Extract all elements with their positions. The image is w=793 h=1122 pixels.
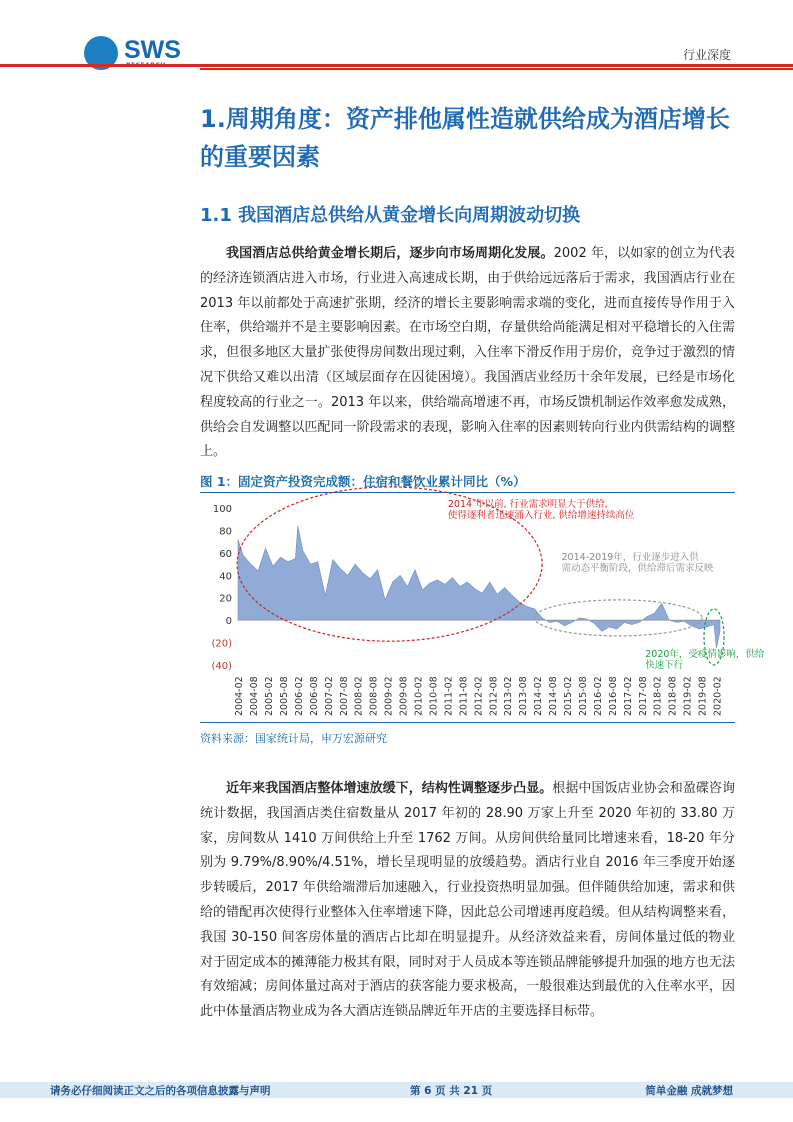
figure-top-rule	[200, 492, 735, 493]
y-tick-label: (40)	[211, 661, 232, 672]
x-tick-label: 2013-08	[518, 676, 530, 716]
logo-text: SWS	[124, 36, 181, 64]
annotation-line: 2020年，受疫情影响，供给	[645, 649, 765, 660]
annotation-growth	[448, 498, 635, 521]
x-tick-label: 2014-02	[533, 676, 545, 716]
x-tick-label: 2006-02	[293, 676, 305, 716]
annotation-line: 2014-2019年，行业逐步进入供	[561, 552, 699, 563]
header-divider-secondary	[200, 68, 793, 70]
header-divider	[0, 64, 793, 67]
footer-disclaimer: 请务必仔细阅读正文之后的各项信息披露与声明	[50, 1085, 271, 1097]
y-axis	[211, 504, 232, 672]
x-tick-label: 2005-08	[278, 676, 290, 716]
paragraph-2-lead: 近年来我国酒店整体增速放缓下，结构性调整逐步凸显。	[226, 781, 553, 796]
x-tick-label: 2008-08	[368, 676, 380, 716]
figure-title: 图 1：固定资产投资完成额：住宿和餐饮业累计同比（%）	[200, 474, 526, 489]
x-tick-label: 2013-02	[503, 676, 515, 716]
paragraph-2	[200, 777, 735, 1025]
annotation-balance	[562, 551, 715, 574]
x-tick-label: 2018-02	[652, 676, 664, 716]
x-tick-label: 2012-02	[473, 676, 485, 716]
y-tick-label: 80	[219, 526, 232, 538]
annotation-ellipse-balance	[535, 600, 702, 636]
x-tick-label: 2007-08	[338, 676, 350, 716]
y-tick-label: (20)	[211, 638, 232, 650]
y-tick-label: 20	[219, 593, 232, 605]
annotation-line: 需动态平衡阶段，供给滞后需求反映	[561, 563, 714, 574]
annotation-line: 2014 年以前, 行业需求明显大于供给,	[447, 499, 608, 510]
x-tick-label: 2005-02	[264, 676, 276, 716]
x-tick-label: 2016-08	[607, 676, 619, 716]
figure-source: 资料来源：国家统计局，申万宏源研究	[200, 732, 387, 745]
x-tick-label: 2019-02	[682, 676, 694, 716]
x-tick-label: 2020-02	[712, 676, 724, 716]
paragraph-1-body: 2002 年，以如家的创立为代表的经济连锁酒店进入市场，行业进入高速成长期，由于供给远远落后于需求，我国酒店行业在 2013 年以前都处于高速扩张期，经济的增长主要影响需求端的变化，进而直接传导作用于入住率，供给端并不是主要影响因素。在市场空白期，存量供给尚能满足相对平稳增长的入住需求，但很多地区大量扩张使得房间数出现过剩，入住率下滑反作用于房价，竞争过于激烈的情况下供给又难以出清（区域层面存在囚徒困境）。我国酒店业经历十余年发展，已经是市场化程度较高的行业之一。2013 年以来，供给端高增速不再，市场反馈机制运作效率愈发成熟，供给会自发调整以匹配同一阶段需求的表现，影响入住率的因素则转向行业内供需结构的调整上。	[200, 246, 735, 460]
x-tick-label: 2019-08	[697, 676, 709, 716]
footer-slogan: 简单金融 成就梦想	[645, 1085, 733, 1097]
report-type-label: 行业深度	[682, 48, 731, 62]
x-tick-label: 2009-08	[398, 676, 410, 716]
paragraph-1	[200, 242, 735, 465]
y-tick-label: 40	[219, 571, 232, 583]
figure-bottom-rule	[200, 722, 735, 723]
annotation-line: 快速下行	[645, 660, 684, 671]
y-tick-label: 100	[212, 504, 232, 515]
x-tick-label: 2011-08	[458, 676, 470, 716]
x-tick-label: 2010-02	[413, 676, 425, 716]
x-tick-label: 2009-02	[383, 676, 395, 716]
x-tick-label: 2004-08	[249, 676, 261, 716]
area-chart	[200, 494, 765, 720]
subsection-title: 1.1 我国酒店总供给从黄金增长向周期波动切换	[200, 205, 581, 226]
annotation-line: 使得逐利者迅速涌入行业, 供给增速持续高位	[447, 510, 635, 521]
x-axis	[234, 676, 723, 716]
x-tick-label: 2004-02	[234, 676, 246, 716]
x-tick-label: 2014-08	[548, 676, 560, 716]
x-tick-label: 2007-02	[323, 676, 335, 716]
paragraph-1-lead: 我国酒店总供给黄金增长期后，逐步向市场周期化发展。	[226, 246, 554, 261]
x-tick-label: 2016-02	[592, 676, 604, 716]
x-tick-label: 2006-08	[308, 676, 320, 716]
x-tick-label: 2018-08	[667, 676, 679, 716]
x-tick-label: 2017-02	[622, 676, 634, 716]
x-tick-label: 2012-08	[488, 676, 500, 716]
y-tick-label: 0	[225, 616, 232, 628]
x-tick-label: 2015-08	[577, 676, 589, 716]
page-number: 第 6 页 共 21 页	[410, 1085, 493, 1097]
paragraph-2-body: 根据中国饭店业协会和盈碟咨询统计数据，我国酒店类住宿数量从 2017 年初的 28.90 万家上升至 2020 年初的 33.80 万家，房间数从 1410 万间供给上升至 1762 万间。从房间供给量同比增速来看，18-20 年分别为 9.79%/8.90%/4.51%，增长呈现明显的放缓趋势。酒店行业自 2016 年三季度开始逐步转暖后，2017 年供给端滞后加速融入，行业投资热明显加强。但伴随供给加速，需求和供给的错配再次使得行业整体入住率增速下降，因此总公司增速再度趋缓。但从结构调整来看，我国 30-150 间客房体量的酒店占比却在明显提升。从经济效益来看，房间体量过低的物业对于固定成本的摊薄能力极其有限，同时对于人员成本等连锁品牌能够提升加强的地方也无法有效缩减；房间体量过高对于酒店的获客能力要求极高，一般很难达到最优的入住率水平，因此中体量酒店物业成为各大酒店连锁品牌近年开店的主要选择目标带。	[200, 781, 735, 1020]
y-tick-label: 60	[219, 548, 232, 560]
x-tick-label: 2017-08	[637, 676, 649, 716]
section-title: 1.周期角度：资产排他属性造就供给成为酒店增长的重要因素	[200, 105, 730, 171]
annotation-covid	[645, 648, 765, 671]
x-tick-label: 2008-02	[353, 676, 365, 716]
x-tick-label: 2011-02	[443, 676, 455, 716]
x-tick-label: 2010-08	[428, 676, 440, 716]
x-tick-label: 2015-02	[563, 676, 575, 716]
